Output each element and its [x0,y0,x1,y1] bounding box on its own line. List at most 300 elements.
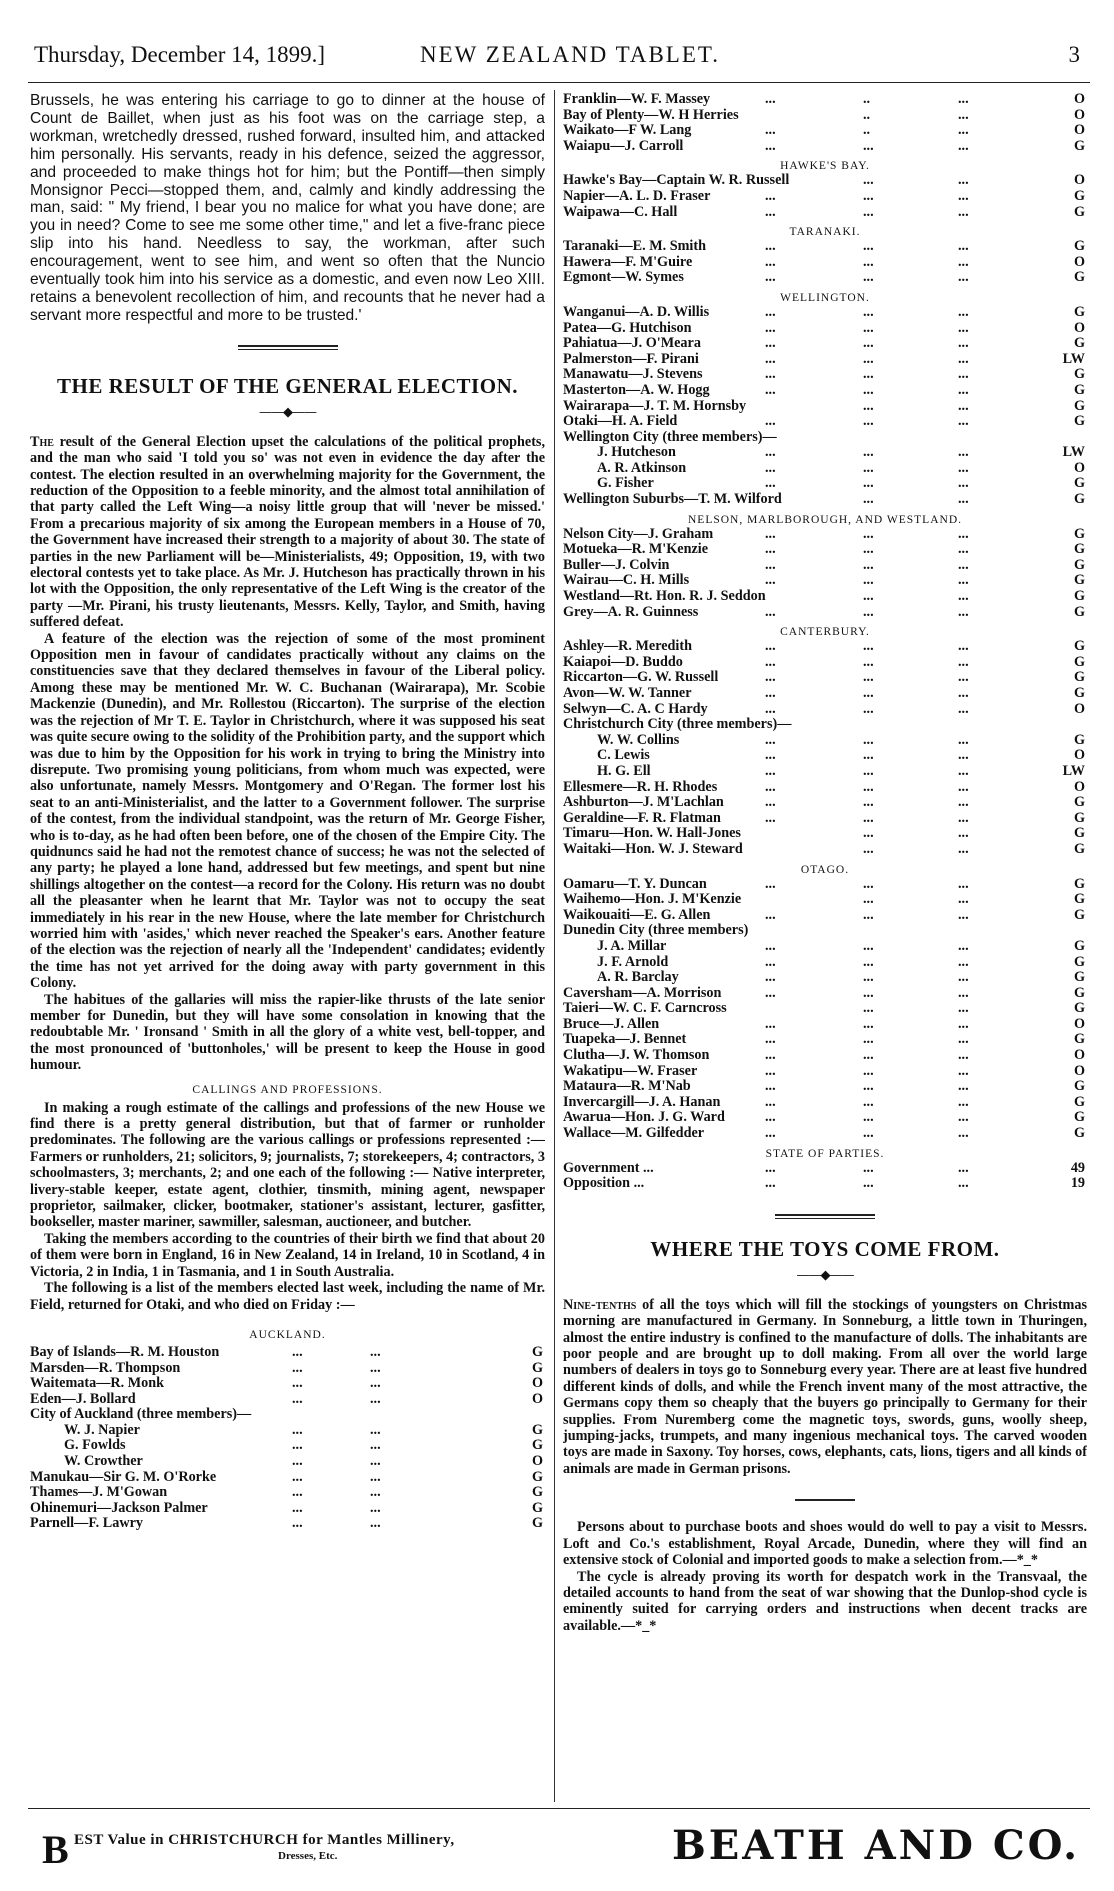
advertiser-brand: BEATH AND CO. [672,1822,1081,1869]
leader-dots: ... [765,572,776,589]
member-name: Masterton—A. W. Hogg [563,381,710,398]
member-row [563,139,1087,155]
member-name: Buller—J. Colvin [563,556,670,573]
leader-dots: ... [765,541,776,558]
party-code: G [1073,984,1085,1001]
leader-dots: .. [863,122,871,139]
member-row [563,305,1087,321]
member-name: Franklin—W. F. Massey [563,92,711,107]
party-code: G [1073,840,1085,857]
party-code: O [1073,1015,1085,1032]
drop-cap: B [42,1827,69,1872]
member-row [563,123,1087,139]
member-row [563,321,1087,337]
leader-dots: ... [863,875,874,892]
leader-dots: ... [765,1078,776,1095]
member-row [30,1438,545,1454]
member-row [563,1064,1087,1080]
member-row [30,1345,545,1361]
party-code: G [1073,381,1085,398]
leader-dots: ... [863,953,874,970]
member-row [30,1516,545,1532]
leader-dots: ... [765,603,776,620]
leader-dots: ... [958,319,969,336]
toys-paragraph [563,1297,1087,1477]
party-code: O [1073,747,1085,764]
member-row [563,764,1087,780]
masthead [28,38,1090,72]
member-name: J. Hutcheson [597,444,676,461]
member-row [563,655,1087,671]
leader-dots: ... [765,1093,776,1110]
member-name: Ashburton—J. M'Lachlan [563,794,724,811]
member-name: Caversham—A. Morrison [563,984,722,1001]
leader-dots: ... [958,731,969,748]
member-row [563,748,1087,764]
leader-dots: ... [958,92,969,107]
member-row [563,542,1087,558]
leader-dots: ... [958,669,969,686]
leader-dots: ... [765,638,776,655]
party-code: G [1073,572,1085,589]
member-name: Ohinemuri—Jackson Palmer [30,1499,208,1516]
member-row [563,352,1087,368]
member-name: W. Crowther [64,1453,143,1470]
member-row [563,189,1087,205]
leader-dots: ... [765,303,776,320]
party-code: G [1073,1125,1085,1142]
member-row [563,1079,1087,1095]
leader-dots: ... [958,172,969,189]
leader-dots: ... [292,1390,303,1407]
leader-dots: ... [958,556,969,573]
member-name: Manukau—Sir G. M. O'Rorke [30,1468,217,1485]
leader-dots: ... [958,253,969,270]
ornament-divider: ——◆—— [796,1267,854,1283]
member-row [563,383,1087,399]
member-name: Invercargill—J. A. Hanan [563,1093,721,1110]
leader-dots: ... [863,1062,874,1079]
leader-dots: ... [958,653,969,670]
member-name: Waikouaiti—E. G. Allen [563,906,711,923]
leader-dots: ... [958,106,969,123]
party-code: G [1073,413,1085,430]
member-row [563,970,1087,986]
leader-dots: ... [863,491,874,508]
leader-dots: ... [863,172,874,189]
party-code: G [1073,137,1085,154]
member-name: Opposition ... [563,1175,645,1192]
leader-dots: ... [765,685,776,701]
leader-dots: ... [765,653,776,670]
leader-dots: ... [863,350,874,367]
paragraph-text: result of the General Election upset the calculations of the political prophets, and the man who said 'I told you so' was not even in evidence the day after the contest. The election resulted in an overwhelming majority for the Government, the reduction of the Opposition to a feeble minority, and the almost total annihilation of that party called the Left Wing—a noisy little group that will 'never be missed.' From a precarious majority of six among the European members in a House of 70, the Government have increased their strength to a majority of about 30. The state of parties in the new Parliament will be—Ministerialists, 49; Opposition, 19, with two electoral contests yet to take place. As Mr. J. Hutcheson has practically thrown in his lot with the Opposition, the only representative of the Left Wing is the creator of the party —Mr. Pirani, his trusty lieutenants, Messrs. Kelly, Taylor, and Smith, having suffered defeat. [30,433,545,631]
member-name: Wallace—M. Gilfedder [563,1125,705,1142]
party-code: O [1073,1062,1085,1079]
advert-line-2: Dresses, Etc. [278,1850,338,1862]
member-row [563,986,1087,1002]
leader-dots: ... [863,556,874,573]
leader-dots: ... [863,1093,874,1110]
member-name: Nelson City—J. Graham [563,525,714,542]
paragraph-text: of all the toys which will fill the stockings of youngsters on Christmas morning are manufactured in Germany. In Sonneburg, a little town in Thuringen, almost the entire industry is confined to the manufacture of dolls. The inhabitants are poor people and are brought up to doll making. From all over the world large numbers of dealers in toys go to Sonneburg every year. There are at least five hundred different kinds of dolls, and while the French invent many of the most attractive, the Germans copy them so cheaply that the buyers go principally to Germany for their supplies. From Nuremberg come the magnetic toys, swords, guns, woolly sheep, jumping-jacks, trumpets, and many ingenious mechanical toys. The carved wooden toys are made in Saxony. Toy horses, cows, elephants, cats, lions, tigers and all kinds of animals are made in German prisons. [563,1296,1087,1477]
member-name: Mataura—R. M'Nab [563,1078,691,1095]
leader-dots: ... [863,969,874,986]
party-code: 49 [1070,1159,1085,1176]
footer-advert [28,1818,1090,1878]
member-row [563,826,1087,842]
member-name: Hawke's Bay—Captain W. R. Russell [563,172,790,189]
leader-dots: ... [958,1175,969,1192]
leader-dots: ... [958,303,969,320]
leader-dots: ... [863,366,874,383]
member-name: Taieri—W. C. F. Carncross [563,1000,727,1017]
leader-dots: .. [863,92,871,107]
leader-dots: ... [958,350,969,367]
intro-paragraph: Brussels, he was entering his carriage to go to dinner at the house of Count de Baillet, when just as his foot was on the carriage step, a workman, wretchedly dressed, rushed forward, insulted him, and attacked him personally. His servants, ready in his defence, seized the aggressor, and proceeded to make things hot for him; but the Pontiff—then simply Monsignor Pecci—stopped them, and, calmly and kindly addressing the man, said: " My friend, I bear you no malice for what you have done; are you in need? Come to see me some other time," and let a five-franc piece slip into his hand. Needless to say, the workman, after such encouragement, went to see him, and went so often that the Nuncio eventually took him into his service as a domestic, and even now Leo XIII. retains a benevolent recollection of him, and recounts that he never had a servant more respectful and more to be trusted.' [30,92,545,324]
party-code: G [1073,825,1085,842]
leader-dots: ... [863,319,874,336]
leader-dots: ... [958,937,969,954]
party-code: G [1073,891,1085,908]
leader-dots: ... [863,303,874,320]
leader-dots: ... [370,1359,381,1376]
region-heading: NELSON, MARLBOROUGH, AND WESTLAND. [687,513,962,526]
leader-dots: ... [292,1515,303,1532]
leader-dots: ... [765,1175,776,1192]
region-heading: TARANAKI. [789,226,861,239]
member-row [30,1361,545,1377]
leader-dots: ... [958,638,969,655]
member-name: Clutha—J. W. Thomson [563,1047,710,1064]
leader-dots: ... [863,747,874,764]
leader-dots: ... [863,825,874,842]
leader-dots: ... [863,731,874,748]
header-rule [28,82,1090,83]
party-code: G [1073,238,1085,255]
leader-dots: ... [958,335,969,352]
leader-dots: ... [765,762,776,779]
leader-dots: ... [958,875,969,892]
leader-dots: ... [765,319,776,336]
leader-dots: ... [292,1375,303,1392]
member-name: Marsden—R. Thompson [30,1359,181,1376]
leader-dots: ... [863,335,874,352]
member-row [30,1454,545,1470]
member-row [563,445,1087,461]
leader-dots: ... [765,459,776,476]
leader-dots: ... [863,1047,874,1064]
member-name: Waipawa—C. Hall [563,203,678,220]
member-name: Wanganui—A. D. Willis [563,303,710,320]
member-name: G. Fisher [597,475,654,492]
leader-dots: ... [958,1062,969,1079]
party-code: G [1073,794,1085,811]
lead-word: Nine-tenths [563,1296,637,1313]
party-code: G [1073,685,1085,701]
party-code: G [1073,303,1085,320]
leader-dots: ... [863,459,874,476]
party-code: G [1073,809,1085,826]
member-row [563,702,1087,718]
boots-advert: Persons about to purchase boots and shoes would do well to pay a visit to Messrs. Loft and Co.'s establishment, Royal Arcade, Dunedin, where they will find an extensive stock of Colonial and imported goods to make a selection from.—*_* [563,1519,1087,1569]
leader-dots: ... [765,953,776,970]
leader-dots: ... [863,1109,874,1126]
leader-dots: ... [863,1159,874,1176]
party-code: G [1073,491,1085,508]
member-name: Tuapeka—J. Bennet [563,1031,687,1048]
member-name: Hawera—F. M'Guire [563,253,693,270]
party-code: G [1073,875,1085,892]
party-code: G [531,1468,543,1485]
leader-dots: ... [765,381,776,398]
leader-dots: ... [863,778,874,795]
leader-dots: ... [765,269,776,286]
leader-dots: ... [958,413,969,430]
party-code: G [1073,203,1085,220]
footer-rule [28,1808,1090,1809]
party-code: O [1073,92,1085,107]
leader-dots: ... [863,669,874,686]
member-name: Timaru—Hon. W. Hall-Jones [563,825,741,842]
leader-dots: ... [958,809,969,826]
leader-dots: ... [863,1031,874,1048]
member-name: Wairau—C. H. Mills [563,572,690,589]
party-code: G [1073,638,1085,655]
member-row [563,795,1087,811]
member-name: Westland—Rt. Hon. R. J. Seddon [563,588,766,605]
leader-dots: ... [765,969,776,986]
leader-dots: ... [863,381,874,398]
member-row [563,923,1087,939]
member-name: Taranaki—E. M. Smith [563,238,706,255]
leader-dots: ... [958,891,969,908]
leader-dots: ... [765,731,776,748]
leader-dots: ... [958,1031,969,1048]
member-name: Waikato—F W. Lang [563,122,692,139]
party-code: 19 [1070,1175,1085,1192]
region-heading: OTAGO. [800,863,850,876]
leader-dots: ... [292,1468,303,1485]
member-row [563,892,1087,908]
column-separator [554,90,555,1802]
leader-dots: ... [370,1375,381,1392]
leader-dots: ... [863,937,874,954]
party-code: G [1073,953,1085,970]
member-name: Waihemo—Hon. J. M'Kenzie [563,891,742,908]
leader-dots: ... [958,238,969,255]
member-row [30,1485,545,1501]
member-name: Kaiapoi—D. Buddo [563,653,683,670]
member-name: Geraldine—F. R. Flatman [563,809,721,826]
party-code: O [1073,1047,1085,1064]
party-code: G [1073,269,1085,286]
member-name: Waiapu—J. Carroll [563,137,684,154]
leader-dots: ... [765,1047,776,1064]
leader-dots: ... [863,638,874,655]
member-name: Manawatu—J. Stevens [563,366,703,383]
member-row [563,527,1087,543]
leader-dots: ... [765,794,776,811]
member-name: Wellington Suburbs—T. M. Wilford [563,491,782,508]
election-heading: THE RESULT OF THE GENERAL ELECTION. [57,373,518,398]
leader-dots: ... [863,891,874,908]
leader-dots: ... [765,556,776,573]
member-name: Government ... [563,1159,654,1176]
short-rule [795,1499,855,1501]
party-code: G [1073,397,1085,414]
party-code: G [531,1421,543,1438]
leader-dots: ... [958,397,969,414]
toys-heading: WHERE THE TOYS COME FROM. [650,1236,1000,1261]
member-row [563,639,1087,655]
leader-dots: ... [765,747,776,764]
leader-dots: ... [958,840,969,857]
member-row [563,733,1087,749]
member-name: Oamaru—T. Y. Duncan [563,875,707,892]
leader-dots: ... [370,1437,381,1454]
party-code: G [1073,1031,1085,1048]
leader-dots: ... [958,1047,969,1064]
leader-dots: ... [863,444,874,461]
member-row [563,605,1087,621]
party-code: G [1073,1093,1085,1110]
list-intro-paragraph: The following is a list of the members elected last week, including the name of Mr. Field, returned for Otaki, and who died on Friday :— [30,1280,545,1313]
member-row [30,1392,545,1408]
member-row [563,670,1087,686]
leader-dots: ... [958,588,969,605]
leader-dots: ... [765,137,776,154]
leader-dots: ... [958,1000,969,1017]
member-name: Waitemata—R. Monk [30,1375,164,1392]
member-name: Egmont—W. Symes [563,269,684,286]
leader-dots: ... [958,381,969,398]
leader-dots: ... [863,1015,874,1032]
member-row [30,1376,545,1392]
leader-dots: ... [765,444,776,461]
member-row [563,1126,1087,1142]
member-name: Bruce—J. Allen [563,1015,660,1032]
member-row [563,367,1087,383]
member-name: Bay of Plenty—W. H Herries [563,106,739,123]
leader-dots: ... [370,1421,381,1438]
leader-dots: ... [958,1015,969,1032]
member-name: H. G. Ell [597,762,651,779]
leader-dots: ... [958,603,969,620]
party-code: O [531,1375,543,1392]
party-code: LW [1062,350,1085,367]
member-row [563,1017,1087,1033]
leader-dots: ... [958,541,969,558]
leader-dots: ... [863,906,874,923]
party-code: LW [1062,444,1085,461]
party-code: G [1073,556,1085,573]
party-code: O [1073,122,1085,139]
member-row [563,1161,1087,1177]
party-code: G [1073,1078,1085,1095]
leader-dots: ... [370,1343,381,1360]
party-code: G [1073,475,1085,492]
member-name: Parnell—F. Lawry [30,1515,143,1532]
leader-dots: ... [863,1125,874,1142]
leader-dots: ... [863,475,874,492]
callings-paragraph: In making a rough estimate of the callings and professions of the new House we find there is a pretty general distribution, but that of farmer or runholder predominates. The following are the various callings or professions represented :—Farmers or runholders, 21; solicitors, 9; journalists, 7; storekeepers, 4; contractors, 3 schoolmasters, 3; merchants, 2; and one each of the following :— Native interpreter, livery-stable keeper, estate agent, clothier, tinsmith, mining agent, newspaper proprietor, sailmaker, clicker, bootmaker, stationer's assistant, lecturer, gasfitter, bookseller, master mariner, sawmiller, salesman, auctioneer, and butcher. [30,1099,545,1231]
ornament-divider: ——◆—— [259,404,316,420]
member-row [563,270,1087,286]
party-code: O [1073,319,1085,336]
party-code: G [1073,335,1085,352]
member-row [30,1423,545,1439]
leader-dots: ... [958,969,969,986]
member-name: J. F. Arnold [597,953,669,970]
member-row [563,461,1087,477]
leader-dots: ... [863,137,874,154]
party-code: O [1073,106,1085,123]
leader-dots: ... [958,825,969,842]
leader-dots: ... [958,187,969,204]
leader-dots: ... [863,203,874,220]
leader-dots: ... [958,137,969,154]
member-name: Waitaki—Hon. W. J. Steward [563,840,743,857]
party-code: G [1073,525,1085,542]
page-number: 3 [1068,42,1080,67]
leader-dots: ... [765,253,776,270]
leader-dots: ... [765,92,776,107]
leader-dots: ... [765,906,776,923]
leader-dots: ... [765,1031,776,1048]
leader-dots: ... [863,840,874,857]
party-code: O [1073,459,1085,476]
member-row [563,173,1087,189]
election-paragraph-2: A feature of the election was the rejection of some of the most prominent Opposition men in favour of candidates practically without any claims on the constituencies save that they declared themselves in favour of the Liberal policy. Among these may be mentioned Mr. W. C. Buchanan (Wairarapa), Mr. Scobie Mackenzie (Dunedin), and Mr. Rollestou (Riccarton). The surprise of the election was the rejection of Mr T. E. Taylor in Christchurch, where it was supposed his seat was quite secure owing to the solidity of the Prohibition party, and the support which was due to him by the Opposition for his work in trying to bring the Ministry into disrepute. Two promising young politicians, from whom much was expected, were also unfortunate, namely Messrs. Montgomery and O'Regan. The former lost his seat to an anti-Ministerialist, and the latter to a Government follower. The surprise of the contest, from the individual standpoint, was the return of Mr. George Fisher, who is to-day, as he had often been before, one of the chosen of the Empire City. The quidnuncs said he had not the remotest chance of success; he was not the selected of any party; he played a lone hand, addressed but few meetings, and spent but nine shillings altogether on the contest—a record for the Colony. His return was no doubt all the pleasanter when he learnt that Mr. Taylor was not to occupy the seat immediately in his rear in the new House, where the late member for Christchurch worried him with 'asides,' which never reached the Speaker's ears. Another feature of the election was the rejection of nearly all the 'Independent' candidates; evidently the time has not yet arrived for the doing away with party government in this Colony. [30,630,545,992]
region-heading: HAWKE'S BAY. [780,160,870,173]
party-code: G [1073,541,1085,558]
leader-dots: ... [370,1499,381,1516]
leader-dots: ... [765,1015,776,1032]
party-code: O [1073,172,1085,189]
member-row [563,1048,1087,1064]
leader-dots: ... [863,653,874,670]
leader-dots: ... [765,203,776,220]
leader-dots: ... [765,1125,776,1142]
leader-dots: ... [863,397,874,414]
member-row [563,811,1087,827]
party-code: G [1073,937,1085,954]
leader-dots: ... [958,794,969,811]
leader-dots: ... [292,1343,303,1360]
leader-dots: ... [958,747,969,764]
leader-dots: ... [958,525,969,542]
party-code: G [1073,366,1085,383]
party-code: O [1073,700,1085,717]
left-column [30,92,545,1804]
leader-dots: ... [765,875,776,892]
newspaper-title: NEW ZEALAND TABLET. [420,42,720,67]
leader-dots: ... [958,1093,969,1110]
leader-dots: ... [863,187,874,204]
party-code: G [1073,669,1085,686]
region-heading: CANTERBURY. [780,626,870,639]
leader-dots: ... [958,1159,969,1176]
party-code: O [1073,253,1085,270]
leader-dots: ... [370,1453,381,1470]
member-name: Ellesmere—R. H. Rhodes [563,778,718,795]
party-code: G [1073,1109,1085,1126]
leader-dots: ... [765,350,776,367]
member-row [563,589,1087,605]
leader-dots: ... [958,444,969,461]
leader-dots: ... [765,778,776,795]
